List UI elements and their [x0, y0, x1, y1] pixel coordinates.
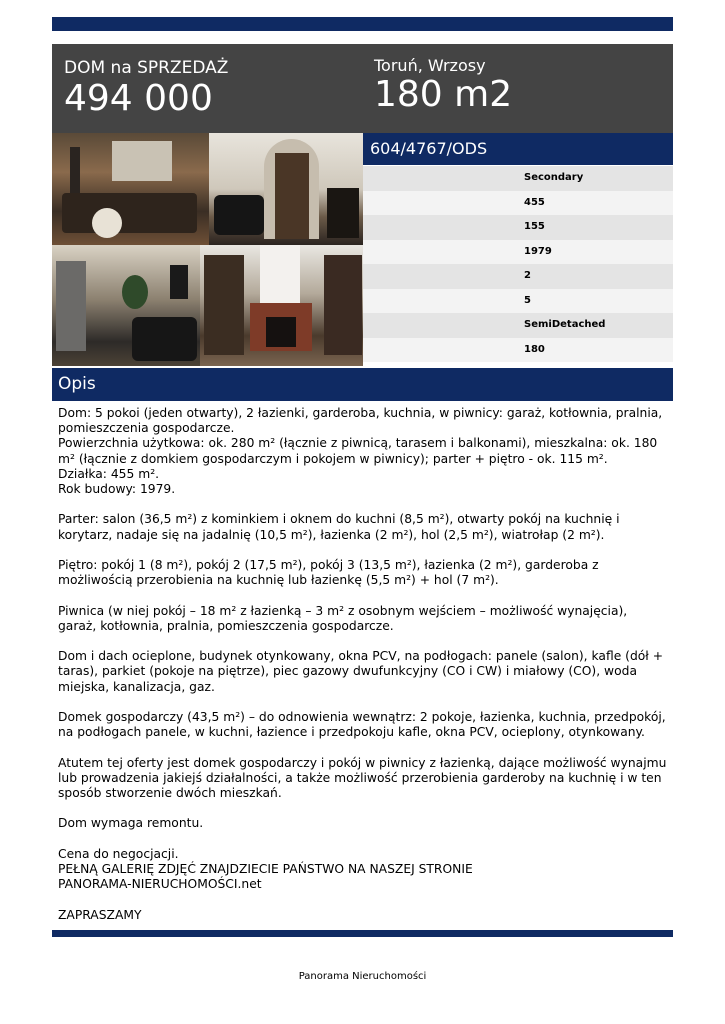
description-paragraph: ZAPRASZAMY: [58, 907, 142, 922]
description-paragraph: Dom i dach ocieplone, budynek otynkowany, okna PCV, na podłogach: panele (salon), kafle (dół + taras), parkiet (pokoje na piętrze), piec gazowy dwufunkcyjny (CO i CW) i miałowy (CO), woda miejska, kanalizacja, gaz.: [58, 649, 663, 694]
property-location: Toruń, Wrzosy: [374, 56, 486, 75]
description-paragraph: Dom: 5 pokoi (jeden otwarty), 2 łazienki, garderoba, kuchnia, w piwnicy: garaż, kotłownia, pralnia, pomieszczenia gospodarcze. Powierzchnia użytkowa: ok. 280 m² (łącznie z piwnicą, tarasem i balkonami), mieszkalna: ok. 180 m² (łącznie z domkiem gospodarczym i pokojem w piwnicy); parter + piętro - ok. 115 m². Działka: 455 m². Rok budowy: 1979.: [58, 406, 663, 497]
description-text: [58, 406, 668, 923]
detail-building-type: SemiDetached: [363, 313, 673, 338]
bottom-accent-bar: [52, 930, 673, 937]
detail-floors: 2: [363, 264, 673, 289]
description-paragraph: Parter: salon (36,5 m²) z kominkiem i oknem do kuchni (8,5 m²), otwarty pokój na kuchnię i korytarz, nadaje się na jadalnię (10,5 m²), łazienka (2 m²), hol (2,5 m²), wiatrołap (2 m²).: [58, 512, 620, 542]
detail-usable-area: 155: [363, 215, 673, 240]
footer-company: Panorama Nieruchomości: [298, 971, 427, 982]
listing-header: [52, 44, 673, 133]
description-paragraph: Domek gospodarczy (43,5 m²) – do odnowienia wewnątrz: 2 pokoje, łazienka, kuchnia, przedpokój, na podłogach panele, w kuchni, łazience i przedpokoju kafle, okna PCV, ocieplony, otynkowany.: [58, 709, 666, 740]
description-paragraph: Piętro: pokój 1 (8 m²), pokój 2 (17,5 m²), pokój 3 (13,5 m²), łazienka (2 m²), garderoba z możliwością przerobienia na kuchnię lub łazienkę (5,5 m²) + hol (7 m²).: [58, 558, 599, 588]
description-paragraph: Cena do negocjacji. PEŁNĄ GALERIĘ ZDJĘĆ ZNAJDZIECIE PAŃSTWO NA NASZEJ STRONIE PANORAMA-NIERUCHOMOŚCI.net: [58, 846, 473, 892]
photo-living-room[interactable]: [52, 133, 209, 245]
detail-plot-area: 455: [363, 191, 673, 216]
detail-rooms: 5: [363, 289, 673, 314]
detail-year-built: 1979: [363, 240, 673, 265]
description-paragraph: Dom wymaga remontu.: [58, 816, 204, 831]
photo-gallery: [52, 133, 363, 366]
description-paragraph: Piwnica (w niej pokój – 18 m² z łazienką – 3 m² z osobnym wejściem – możliwość wynajęcia), garaż, kotłownia, pralnia, pomieszczenia gospodarcze.: [58, 603, 628, 633]
photo-hallway[interactable]: [209, 133, 363, 245]
photo-fireplace[interactable]: [200, 245, 363, 366]
description-heading: Opis: [52, 368, 673, 401]
photo-salon[interactable]: [52, 245, 200, 366]
top-accent-bar: [52, 17, 673, 31]
detail-living-area: 180: [363, 338, 673, 363]
details-list: [363, 166, 673, 362]
detail-market: Secondary: [363, 166, 673, 191]
property-type: DOM na SPRZEDAŻ: [64, 58, 229, 78]
description-paragraph: Atutem tej oferty jest domek gospodarczy i pokój w piwnicy z łazienką, dające możliwość wynajmu lub prowadzenia jakiejś działalności, a także możliwość przerobienia garderoby na kuchnię i w ten sposób stworzenie dwóch mieszkań.: [58, 755, 667, 800]
property-area: 180 m2: [374, 74, 513, 115]
property-price: 494 000: [64, 78, 213, 119]
listing-reference: 604/4767/ODS: [363, 133, 673, 165]
